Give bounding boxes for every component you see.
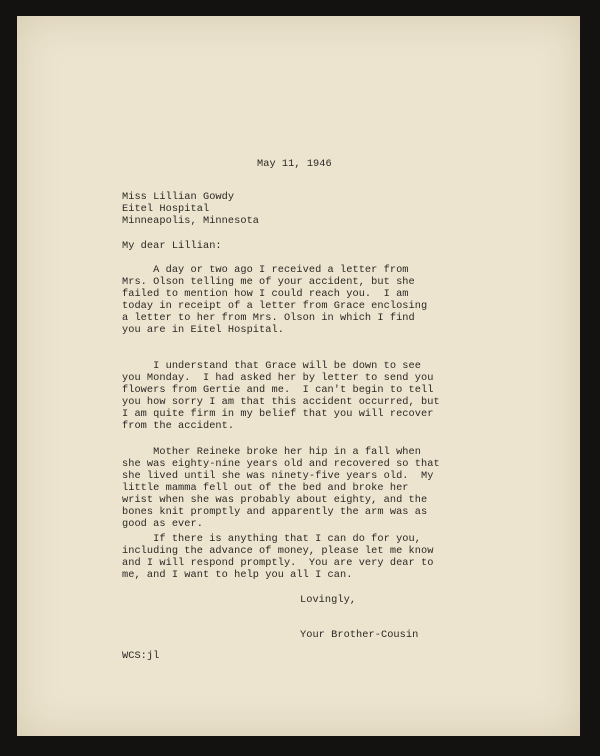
paragraph-line: she was eighty-nine years old and recovered so that [122,458,440,470]
typist-initials: WCS:jl [122,650,160,662]
paragraph-line: If there is anything that I can do for you, [122,533,421,545]
paragraph-line: you how sorry I am that this accident occurred, but [122,396,440,408]
paragraph-line: failed to mention how I could reach you. I am [122,288,409,300]
paragraph-line: A day or two ago I received a letter from [122,264,409,276]
paragraph-1 [122,264,427,336]
paragraph-line: little mamma fell out of the bed and broke her [122,482,409,494]
paragraph-line: me, and I want to help you all I can. [122,569,353,581]
recipient-city: Minneapolis, Minnesota [122,215,260,227]
paragraph-line: flowers from Gertie and me. I can't begin to tell [122,384,434,396]
paragraph-3 [122,446,440,530]
paragraph-line: you Monday. I had asked her by letter to send you [122,372,434,384]
paragraph-line: including the advance of money, please let me know [122,545,434,557]
signature-line: Your Brother-Cousin [300,629,419,641]
paragraph-line: a letter to her from Mrs. Olson in which I find [122,312,415,324]
paragraph-line: Mother Reineke broke her hip in a fall when [122,446,421,458]
paragraph-line: you are in Eitel Hospital. [122,324,284,336]
paragraph-line: Mrs. Olson telling me of your accident, but she [122,276,415,288]
paragraph-line: I am quite firm in my belief that you will recover [122,408,434,420]
paragraph-line: today in receipt of a letter from Grace enclosing [122,300,428,312]
closing: Lovingly, [300,594,357,606]
paragraph-line: I understand that Grace will be down to see [122,360,421,372]
paragraph-line: good as ever. [122,518,203,530]
recipient-name: Miss Lillian Gowdy [122,191,235,203]
paragraph-line: from the accident. [122,420,235,432]
paragraph-2 [122,360,440,432]
paragraph-line: and I will respond promptly. You are very dear to [122,557,434,569]
paragraph-line: bones knit promptly and apparently the arm was as [122,506,428,518]
paragraph-line: wrist when she was probably about eighty, and the [122,494,428,506]
letter-date: May 11, 1946 [257,158,332,170]
recipient-institution: Eitel Hospital [122,203,210,215]
salutation: My dear Lillian: [122,240,222,252]
paragraph-line: she lived until she was ninety-five years old. My [122,470,434,482]
paragraph-4 [122,533,433,581]
